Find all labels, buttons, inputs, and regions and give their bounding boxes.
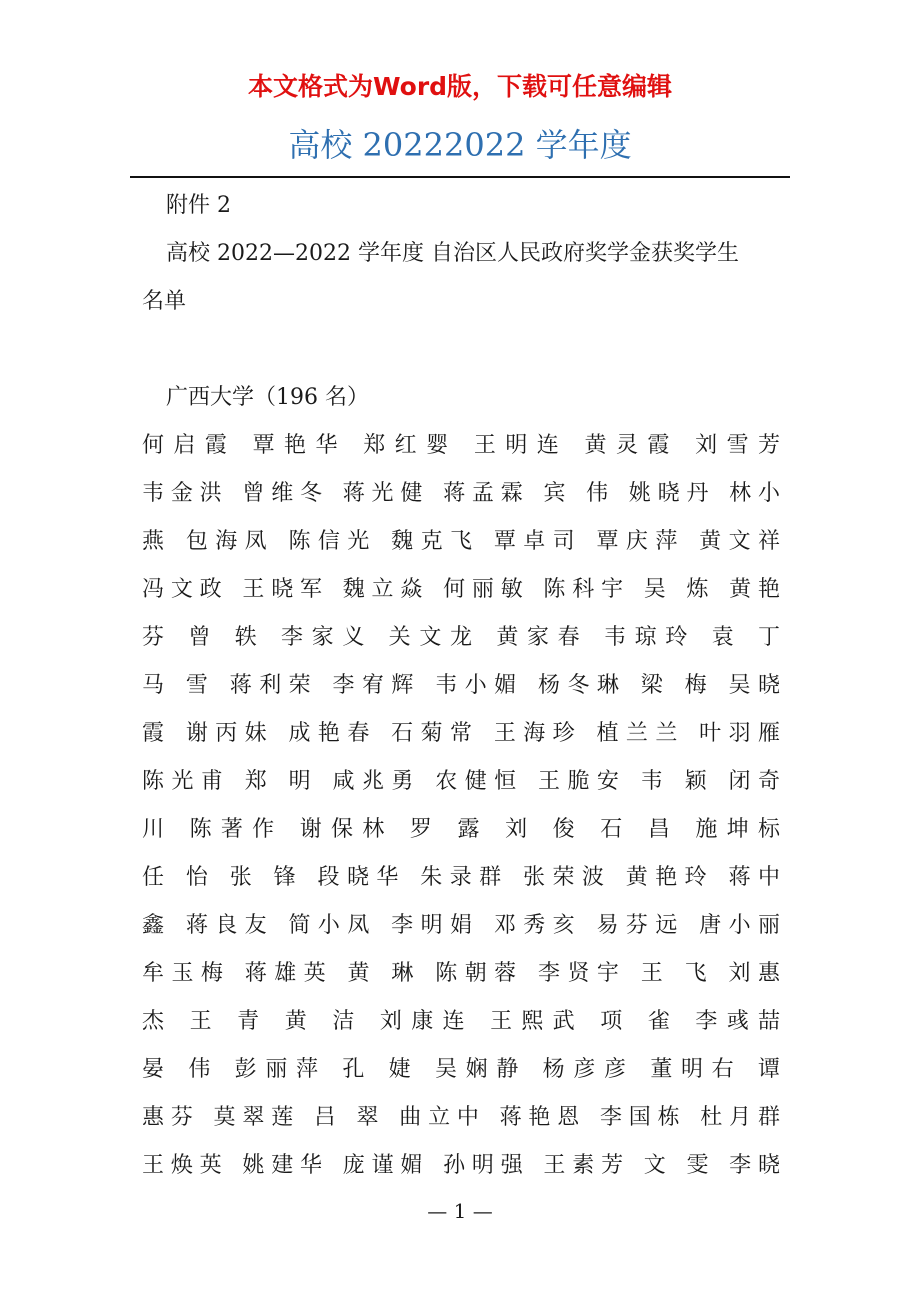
- name-list-line: 陈光甫 郑 明 咸兆勇 农健恒 王脆安 韦 颖 闭奇: [142, 769, 782, 794]
- student-name-list: [142, 422, 782, 1190]
- list-heading-line-1: 高校 2022—2022 学年度 自治区人民政府奖学金获奖学生: [166, 241, 739, 266]
- name-list-line: 冯文政 王晓军 魏立焱 何丽敏 陈科宇 吴 炼 黄艳: [142, 577, 782, 602]
- name-list-line: 燕 包海凤 陈信光 魏克飞 覃卓司 覃庆萍 黄文祥: [142, 529, 782, 554]
- document-title: 高校 20222022 学年度: [288, 126, 632, 164]
- attachment-label: 附件 2: [166, 193, 231, 218]
- list-heading-line-2: 名单: [142, 289, 187, 314]
- name-list-line: 任 怡 张 锋 段晓华 朱录群 张荣波 黄艳玲 蒋中: [142, 865, 782, 890]
- name-list-line: 杰 王 青 黄 洁 刘康连 王熙武 项 雀 李彧喆: [142, 1009, 782, 1034]
- name-list-line: 韦金洪 曾维冬 蒋光健 蒋孟霖 宾 伟 姚晓丹 林小: [142, 481, 782, 506]
- name-list-line: 何启霞 覃艳华 郑红婴 王明连 黄灵霞 刘雪芳: [142, 433, 782, 458]
- name-list-line: 牟玉梅 蒋雄英 黄 琳 陈朝蓉 李贤宇 王 飞 刘惠: [142, 961, 782, 986]
- name-list-line: 霞 谢丙妹 成艳春 石菊常 王海珍 植兰兰 叶羽雁: [142, 721, 782, 746]
- header-divider: [130, 176, 790, 178]
- name-list-line: 马 雪 蒋利荣 李宥辉 韦小媚 杨冬琳 梁 梅 吴晓: [142, 673, 782, 698]
- name-list-line: 鑫 蒋良友 简小凤 李明娟 邓秀亥 易芬远 唐小丽: [142, 913, 782, 938]
- page-number: — 1 —: [427, 1199, 493, 1223]
- name-list-line: 王焕英 姚建华 庞谨媚 孙明强 王素芳 文 雯 李晓: [142, 1153, 782, 1178]
- name-list-line: 晏 伟 彭丽萍 孔 婕 吴娴静 杨彦彦 董明右 谭: [142, 1057, 782, 1082]
- name-list-line: 川 陈著作 谢保林 罗 露 刘 俊 石 昌 施坤标: [142, 817, 782, 842]
- school-name-heading: 广西大学（196 名）: [166, 385, 369, 410]
- format-notice-banner: 本文格式为Word版，下载可任意编辑: [247, 72, 673, 101]
- name-list-line: 惠芬 莫翠莲 吕 翠 曲立中 蒋艳恩 李国栋 杜月群: [142, 1105, 782, 1130]
- name-list-line: 芬 曾 轶 李家义 关文龙 黄家春 韦琼玲 袁 丁: [142, 625, 782, 650]
